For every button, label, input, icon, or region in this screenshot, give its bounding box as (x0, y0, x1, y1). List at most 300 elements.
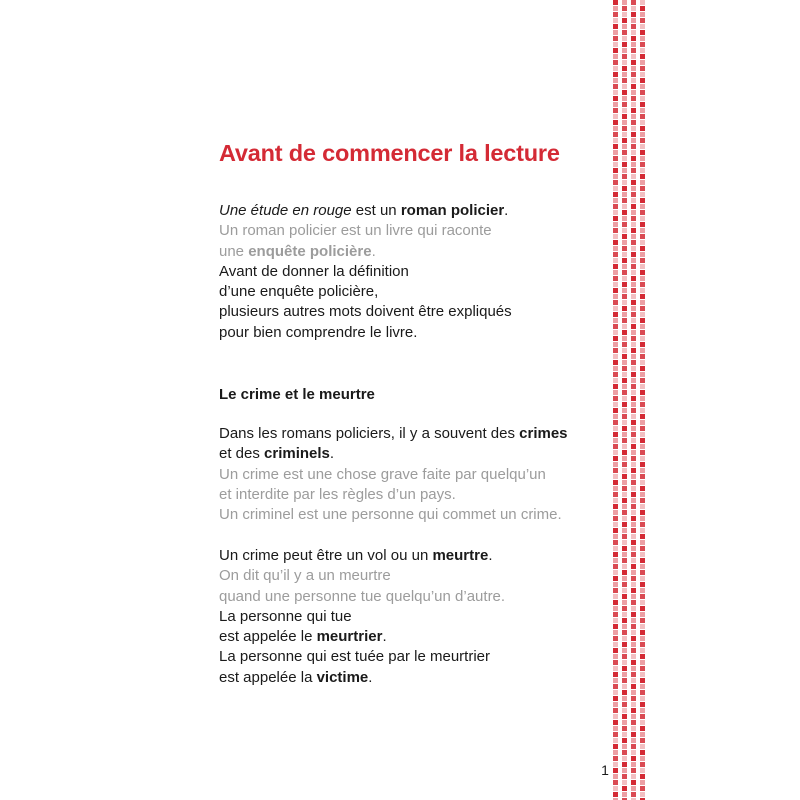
dot (622, 192, 627, 197)
crime-line (219, 505, 609, 525)
dot (622, 630, 627, 635)
dot (622, 564, 627, 569)
dot (622, 18, 627, 23)
dot (622, 654, 627, 659)
dot (640, 168, 645, 173)
dot (640, 438, 645, 443)
dot (631, 162, 636, 167)
dot (640, 30, 645, 35)
dot (640, 552, 645, 557)
dot (622, 594, 627, 599)
dot (622, 696, 627, 701)
dot (613, 474, 618, 479)
dot (622, 510, 627, 515)
dot (622, 456, 627, 461)
dot (622, 228, 627, 233)
dot (613, 516, 618, 521)
dot (613, 492, 618, 497)
dot (640, 246, 645, 251)
dot (640, 606, 645, 611)
dot (640, 654, 645, 659)
dot (640, 708, 645, 713)
dot (631, 102, 636, 107)
dot (613, 396, 618, 401)
dot (640, 738, 645, 743)
text-run: . (368, 668, 373, 686)
dot (640, 468, 645, 473)
dot (622, 570, 627, 575)
dot (631, 234, 636, 239)
dot (622, 84, 627, 89)
dot (613, 354, 618, 359)
dot (631, 312, 636, 317)
dot (613, 618, 618, 623)
dot (622, 120, 627, 125)
dot (640, 60, 645, 65)
dot (631, 192, 636, 197)
dot (613, 486, 618, 491)
dot (631, 504, 636, 509)
dot (640, 588, 645, 593)
dot (640, 24, 645, 29)
dot (631, 198, 636, 203)
dot (613, 576, 618, 581)
keyword-term: enquête policière (248, 242, 372, 260)
dot (631, 276, 636, 281)
dot (631, 186, 636, 191)
dot (622, 90, 627, 95)
dot (622, 258, 627, 263)
text-run: . (329, 445, 335, 463)
dot (613, 522, 618, 527)
dot (613, 42, 618, 47)
dot (622, 234, 627, 239)
dot (640, 756, 645, 761)
dot (613, 24, 618, 29)
intro-line (219, 262, 609, 282)
dot (631, 630, 636, 635)
dot (631, 318, 636, 323)
dot (640, 252, 645, 257)
dot (640, 84, 645, 89)
dot (631, 210, 636, 215)
keyword-term: meurtrier (316, 628, 383, 646)
dot (622, 378, 627, 383)
dot (640, 96, 645, 101)
dot (613, 702, 618, 707)
dot (631, 300, 636, 305)
dot (631, 432, 636, 437)
dot (613, 300, 618, 305)
dot (613, 570, 618, 575)
dot (613, 432, 618, 437)
dot (631, 258, 636, 263)
dot (640, 426, 645, 431)
dot (622, 222, 627, 227)
dot (613, 402, 618, 407)
dot (622, 756, 627, 761)
dot (622, 708, 627, 713)
dot (622, 474, 627, 479)
dot (613, 288, 618, 293)
dot (613, 528, 618, 533)
dot (640, 216, 645, 221)
dot (613, 390, 618, 395)
dot (640, 498, 645, 503)
dot (631, 342, 636, 347)
dot (613, 6, 618, 11)
dot (613, 552, 618, 557)
dot (622, 738, 627, 743)
dot (631, 780, 636, 785)
dot (613, 138, 618, 143)
dot (622, 306, 627, 311)
dot (640, 570, 645, 575)
dot (622, 264, 627, 269)
dot (613, 738, 618, 743)
dot (640, 336, 645, 341)
dot (631, 324, 636, 329)
dot (613, 12, 618, 17)
dot (613, 534, 618, 539)
dot (613, 510, 618, 515)
dot (631, 216, 636, 221)
dot (631, 42, 636, 47)
dot (640, 378, 645, 383)
dot (640, 6, 645, 11)
dot (631, 600, 636, 605)
dot (622, 360, 627, 365)
dot (631, 672, 636, 677)
dot (631, 66, 636, 71)
dot (631, 36, 636, 41)
dot (613, 162, 618, 167)
dot (622, 774, 627, 779)
dot (640, 648, 645, 653)
dot (613, 30, 618, 35)
dot (613, 408, 618, 413)
dot (631, 474, 636, 479)
dot (640, 414, 645, 419)
dot (622, 276, 627, 281)
dot (613, 726, 618, 731)
dot (613, 234, 618, 239)
dot (631, 774, 636, 779)
dot (631, 642, 636, 647)
dot (640, 510, 645, 515)
dot (640, 582, 645, 587)
dot-column (631, 0, 636, 800)
dot (613, 336, 618, 341)
dot (613, 96, 618, 101)
dot (640, 72, 645, 77)
intro-paragraph (219, 201, 609, 343)
dot (622, 108, 627, 113)
dot (640, 240, 645, 245)
dot (622, 312, 627, 317)
dot (631, 636, 636, 641)
dot (613, 384, 618, 389)
keyword-term: criminels (264, 445, 330, 463)
dot (640, 228, 645, 233)
dot (613, 750, 618, 755)
dot (622, 672, 627, 677)
book-title: Une étude en rouge (219, 202, 352, 219)
dot (631, 714, 636, 719)
dot (622, 180, 627, 185)
dot (631, 156, 636, 161)
dot (640, 480, 645, 485)
dot (640, 36, 645, 41)
dot (622, 102, 627, 107)
dot (640, 150, 645, 155)
dot (613, 756, 618, 761)
dot (613, 600, 618, 605)
dot (622, 96, 627, 101)
dot (613, 426, 618, 431)
dot (613, 144, 618, 149)
dot (640, 78, 645, 83)
dot (613, 204, 618, 209)
dot (622, 54, 627, 59)
dot (631, 690, 636, 695)
intro-line (219, 323, 609, 343)
dot (631, 138, 636, 143)
dot (640, 156, 645, 161)
dot (622, 252, 627, 257)
dot (631, 90, 636, 95)
dot (631, 150, 636, 155)
dot (613, 294, 618, 299)
dot (640, 0, 645, 5)
dot (631, 522, 636, 527)
dot (622, 702, 627, 707)
dot (622, 396, 627, 401)
dot (640, 534, 645, 539)
dot (622, 414, 627, 419)
dot (631, 228, 636, 233)
dot (640, 774, 645, 779)
dot (613, 348, 618, 353)
dot (640, 198, 645, 203)
dot (613, 66, 618, 71)
meurtre-line (219, 546, 609, 566)
dot (631, 558, 636, 563)
dot (631, 462, 636, 467)
dot (640, 780, 645, 785)
dot (631, 624, 636, 629)
dot (622, 342, 627, 347)
dot (613, 744, 618, 749)
dot (640, 690, 645, 695)
dot (631, 114, 636, 119)
dot (622, 786, 627, 791)
dot (631, 144, 636, 149)
dot (631, 72, 636, 77)
dot (631, 372, 636, 377)
dot (613, 720, 618, 725)
dot (613, 246, 618, 251)
dot (640, 270, 645, 275)
dot (631, 708, 636, 713)
dot (622, 558, 627, 563)
text-run: . (504, 202, 509, 219)
dot (640, 594, 645, 599)
dot (622, 24, 627, 29)
dot (613, 252, 618, 257)
dot (640, 618, 645, 623)
dot (622, 468, 627, 473)
dot (640, 330, 645, 335)
dot (613, 672, 618, 677)
dot (631, 480, 636, 485)
text-run: La personne qui est tuée par le meurtrier (219, 648, 490, 666)
dot (640, 234, 645, 239)
dot (640, 48, 645, 53)
text-run: La personne qui tue (219, 607, 352, 625)
dot (640, 474, 645, 479)
dot (613, 558, 618, 563)
text-run: est appelée le (219, 628, 317, 646)
dot (631, 282, 636, 287)
dot (640, 726, 645, 731)
dot (613, 264, 618, 269)
dot (622, 126, 627, 131)
dot (622, 144, 627, 149)
dot (622, 462, 627, 467)
keyword-term: meurtre (432, 547, 489, 564)
dot (622, 528, 627, 533)
dot (622, 132, 627, 137)
dot (631, 348, 636, 353)
dot (613, 438, 618, 443)
dot (631, 270, 636, 275)
dot (622, 516, 627, 521)
dot (631, 354, 636, 359)
dot (631, 108, 636, 113)
dot (622, 324, 627, 329)
intro-line (219, 282, 609, 302)
dot (640, 90, 645, 95)
dot (640, 696, 645, 701)
dot-column (640, 0, 645, 800)
dot (622, 390, 627, 395)
dot (631, 606, 636, 611)
dot (631, 132, 636, 137)
dot (613, 648, 618, 653)
dot (640, 162, 645, 167)
dot (631, 408, 636, 413)
dot (622, 318, 627, 323)
dot (613, 606, 618, 611)
dot (622, 726, 627, 731)
dot (622, 408, 627, 413)
dot (622, 384, 627, 389)
dot (613, 636, 618, 641)
dot (631, 792, 636, 797)
dot (622, 732, 627, 737)
dot (613, 792, 618, 797)
dot (631, 450, 636, 455)
dot (622, 420, 627, 425)
dot (622, 552, 627, 557)
dot (622, 666, 627, 671)
dot (622, 642, 627, 647)
dot (640, 630, 645, 635)
dot (613, 480, 618, 485)
dot (613, 270, 618, 275)
dot (640, 384, 645, 389)
dot (640, 54, 645, 59)
text-run: et interdite par les règles d’un pays. (219, 485, 456, 503)
text-column (219, 0, 601, 800)
intro-line (219, 302, 609, 322)
dot (640, 504, 645, 509)
crime-line (219, 444, 609, 464)
dot (640, 342, 645, 347)
dot (622, 42, 627, 47)
dot (640, 660, 645, 665)
dot (631, 726, 636, 731)
dot (622, 504, 627, 509)
dot (640, 636, 645, 641)
dot (613, 678, 618, 683)
dot (640, 264, 645, 269)
dot (640, 420, 645, 425)
dot (622, 450, 627, 455)
dot (631, 378, 636, 383)
dot (631, 720, 636, 725)
dot (640, 432, 645, 437)
dot (631, 126, 636, 131)
dot (613, 630, 618, 635)
dot (613, 732, 618, 737)
dot (622, 150, 627, 155)
dot (640, 396, 645, 401)
dot (613, 342, 618, 347)
dot (640, 750, 645, 755)
dot (613, 546, 618, 551)
dot (640, 792, 645, 797)
dot (640, 684, 645, 689)
dot (613, 54, 618, 59)
meurtre-line (219, 566, 609, 586)
dot (631, 648, 636, 653)
dot (640, 600, 645, 605)
dot (622, 282, 627, 287)
dot (640, 540, 645, 545)
dot (622, 216, 627, 221)
dot (622, 426, 627, 431)
dot (622, 114, 627, 119)
dot (631, 426, 636, 431)
dot (631, 666, 636, 671)
dot (622, 432, 627, 437)
dot (631, 660, 636, 665)
dot (622, 354, 627, 359)
dot (640, 522, 645, 527)
dot (631, 336, 636, 341)
dot (622, 30, 627, 35)
dot (631, 744, 636, 749)
text-run: quand une personne tue quelqu’un d’autre. (219, 587, 506, 605)
dot (622, 162, 627, 167)
dot (613, 312, 618, 317)
dot (622, 138, 627, 143)
dot (613, 168, 618, 173)
dotted-band-decoration (612, 0, 650, 800)
crime-paragraph-one (219, 424, 609, 525)
